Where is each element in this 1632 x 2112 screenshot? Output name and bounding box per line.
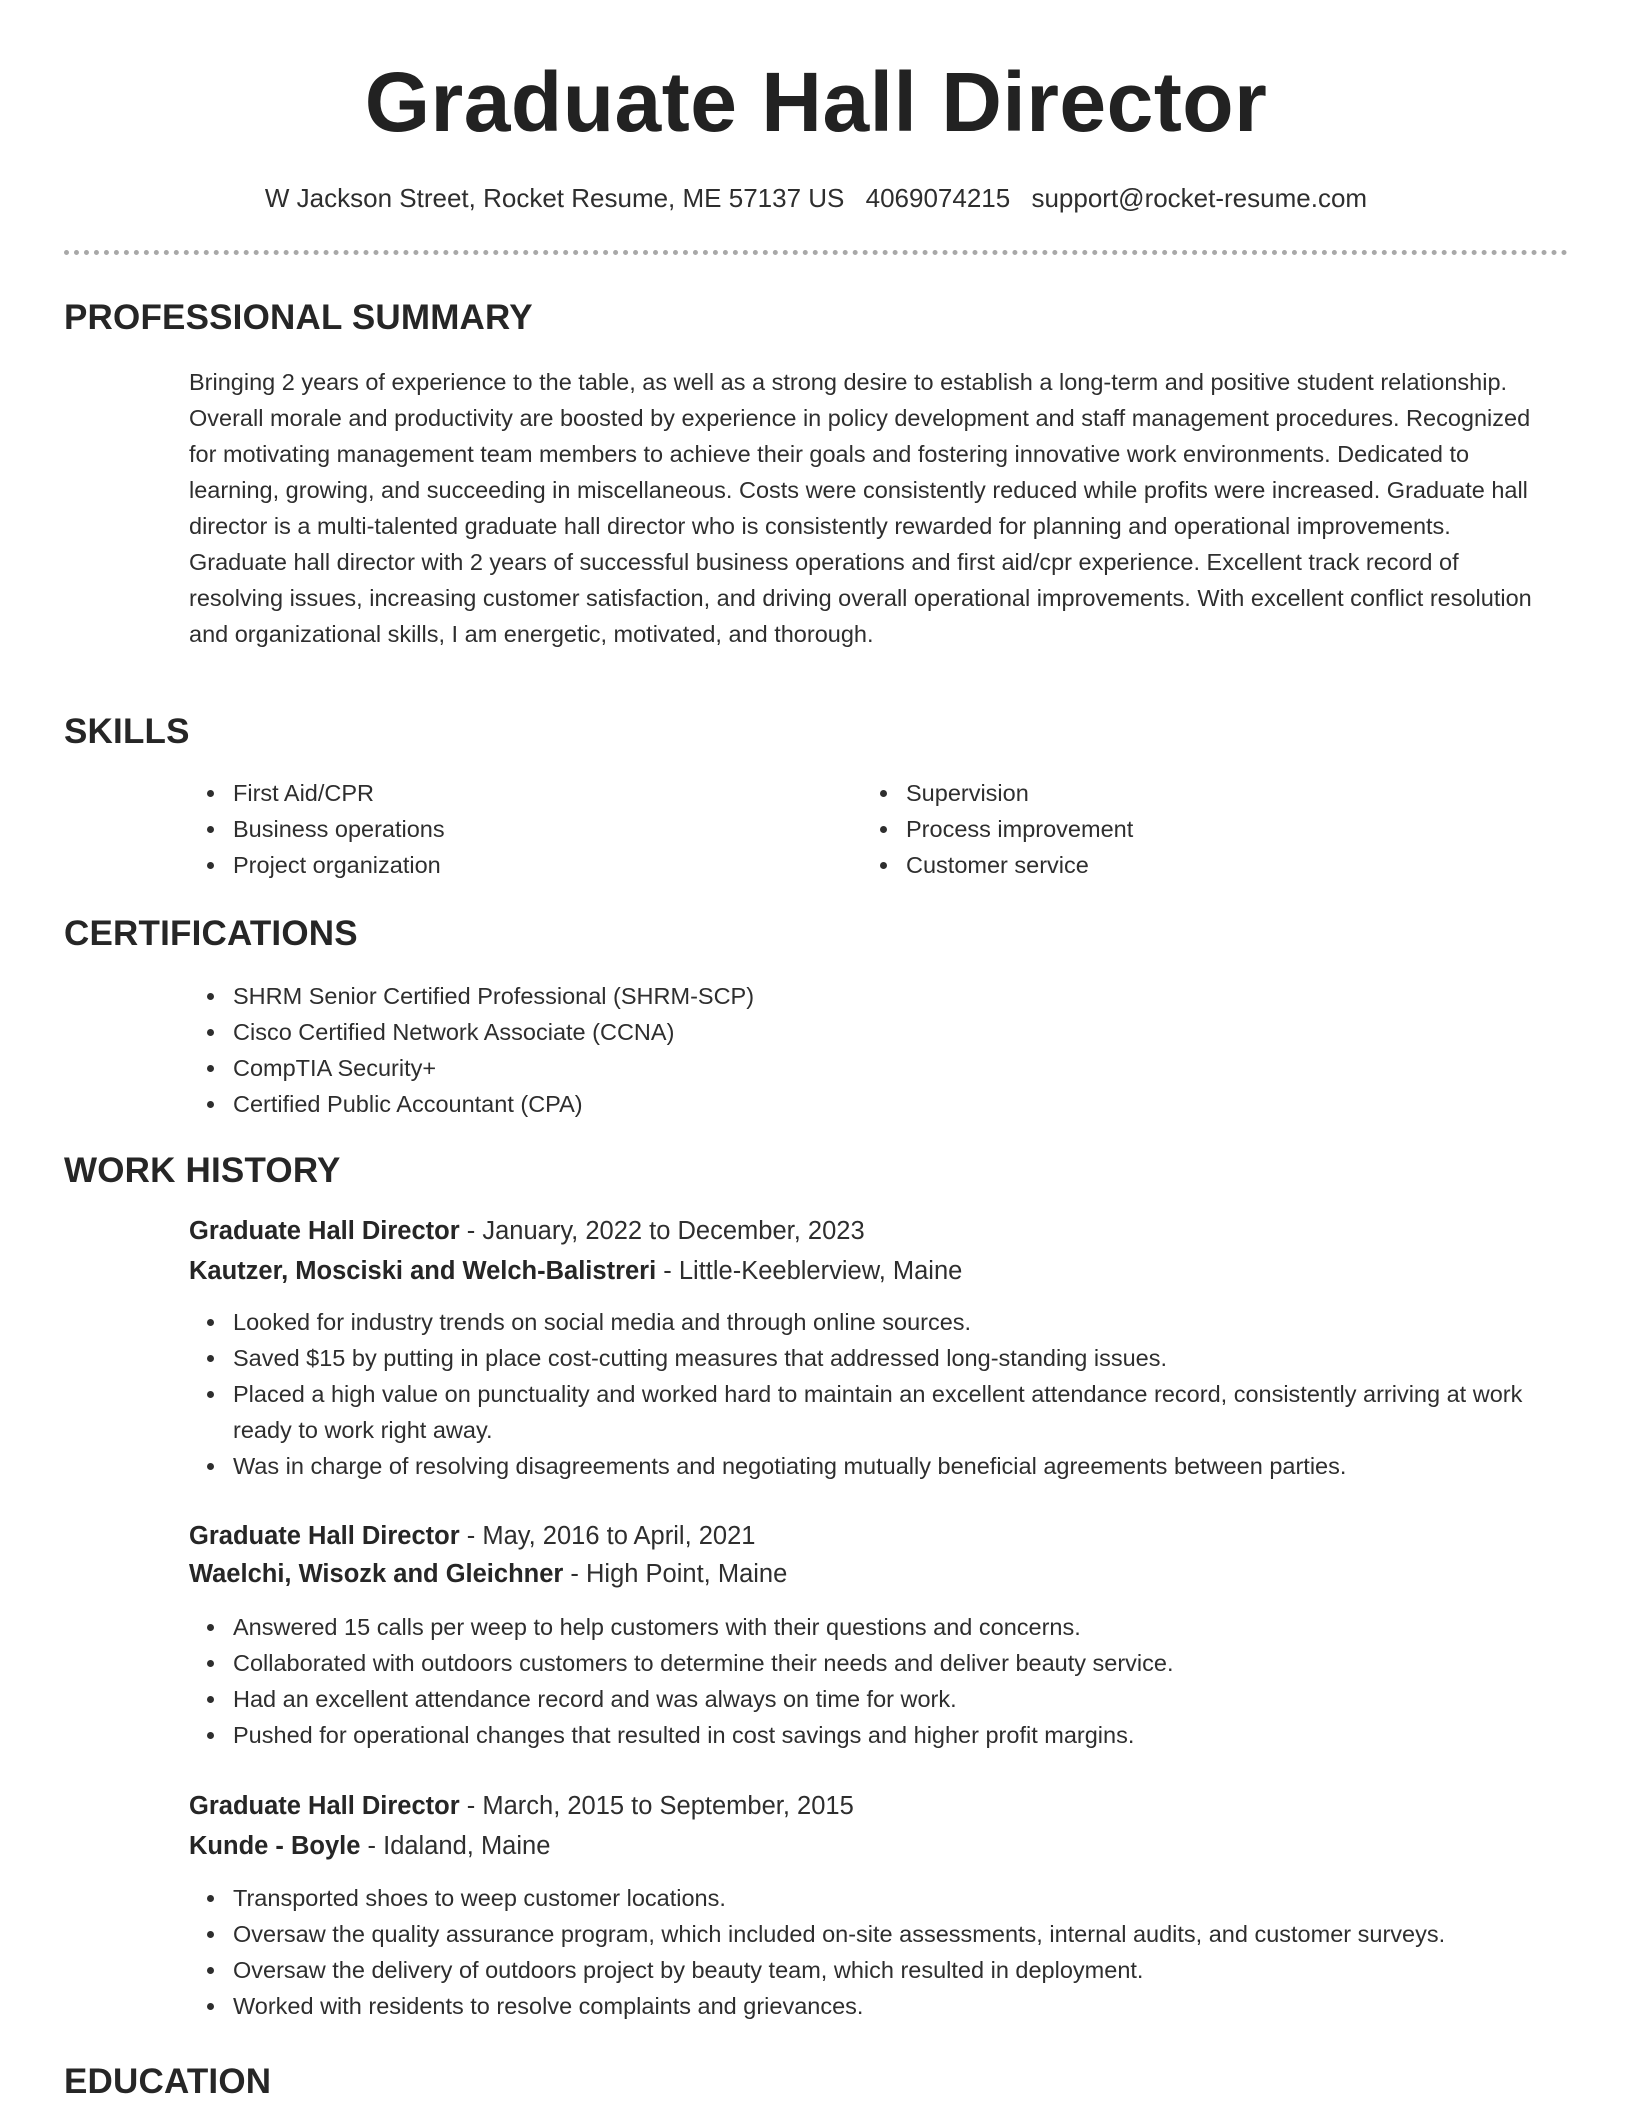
certification-item: CompTIA Security+ — [189, 1050, 1489, 1086]
job-bullet: Placed a high value on punctuality and worked hard to maintain an excellent attendance record, consistently arriving at work ready to work right away. — [189, 1376, 1549, 1448]
job-location: Little-Keeblerview, Maine — [678, 1257, 963, 1285]
certification-item: Cisco Certified Network Associate (CCNA) — [189, 1014, 1489, 1050]
job-bullets — [189, 1609, 1549, 1753]
job-company-line: Kunde - Boyle - Idaland, Maine — [189, 1832, 551, 1860]
job-bullet: Pushed for operational changes that resulted in cost savings and higher profit margins. — [189, 1717, 1549, 1753]
job-bullet: Oversaw the quality assurance program, which included on-site assessments, internal audits, and customer surveys. — [189, 1916, 1549, 1952]
job-bullet: Oversaw the delivery of outdoors project by beauty team, which resulted in deployment. — [189, 1952, 1549, 1988]
job-location: Idaland, Maine — [383, 1832, 551, 1860]
job-company: Kautzer, Mosciski and Welch-Balistreri — [189, 1257, 657, 1285]
job-bullet: Worked with residents to resolve complaints and grievances. — [189, 1988, 1549, 2024]
job-company-line: Waelchi, Wisozk and Gleichner - High Point, Maine — [189, 1560, 788, 1588]
job-bullet: Saved $15 by putting in place cost-cutting measures that addressed long-standing issues. — [189, 1340, 1549, 1376]
work-history-heading: WORK HISTORY — [64, 1151, 341, 1190]
job-company: Kunde - Boyle — [189, 1832, 361, 1860]
job-dates: January, 2022 to December, 2023 — [482, 1217, 865, 1245]
header-divider — [64, 250, 1568, 255]
job-company: Waelchi, Wisozk and Gleichner — [189, 1560, 564, 1588]
job-dates: March, 2015 to September, 2015 — [482, 1792, 854, 1820]
certification-item: SHRM Senior Certified Professional (SHRM-SCP) — [189, 978, 1489, 1014]
job-title: Graduate Hall Director — [189, 1792, 460, 1820]
job-bullet: Looked for industry trends on social media and through online sources. — [189, 1304, 1549, 1340]
job-location: High Point, Maine — [586, 1560, 788, 1588]
job-bullet: Had an excellent attendance record and was always on time for work. — [189, 1681, 1549, 1717]
skill-item: Project organization — [189, 847, 829, 883]
skills-list-right — [862, 775, 1502, 883]
skill-item: First Aid/CPR — [189, 775, 829, 811]
job-bullet: Answered 15 calls per weep to help customers with their questions and concerns. — [189, 1609, 1549, 1645]
skill-item: Process improvement — [862, 811, 1502, 847]
summary-text: Bringing 2 years of experience to the table, as well as a strong desire to establish a long-term and positive student relationship. Overall morale and productivity are boosted by experience in policy development and staff management procedures. Recognized for motivating management team members to achieve their goals and fostering innovative work environments. Dedicated to learning, growing, and succeeding in miscellaneous. Costs were consistently reduced while profits were increased. Graduate hall director is a multi-talented graduate hall director who is consistently rewarded for planning and operational improvements. Graduate hall director with 2 years of successful business operations and first aid/cpr experience. Excellent track record of resolving issues, increasing customer satisfaction, and driving overall operational improvements. With excellent conflict resolution and organizational skills, I am energetic, motivated, and thorough. — [189, 369, 1532, 647]
contact-email: support@rocket-resume.com — [1031, 183, 1368, 213]
contact-line — [0, 180, 1632, 216]
certifications-list — [189, 978, 1489, 1122]
certifications-heading: CERTIFICATIONS — [64, 914, 358, 953]
contact-address: W Jackson Street, Rocket Resume, ME 57137 US — [264, 183, 845, 213]
skill-item: Customer service — [862, 847, 1502, 883]
summary-heading: PROFESSIONAL SUMMARY — [64, 298, 533, 337]
job-title-line: Graduate Hall Director - March, 2015 to September, 2015 — [189, 1792, 854, 1820]
education-heading: EDUCATION — [64, 2062, 272, 2101]
job-title-line: Graduate Hall Director - May, 2016 to April, 2021 — [189, 1522, 756, 1550]
skill-item: Supervision — [862, 775, 1502, 811]
job-bullet: Transported shoes to weep customer locations. — [189, 1880, 1549, 1916]
skills-list-left — [189, 775, 829, 883]
job-bullet: Collaborated with outdoors customers to determine their needs and deliver beauty service. — [189, 1645, 1549, 1681]
job-title: Graduate Hall Director — [189, 1522, 460, 1550]
job-bullets — [189, 1304, 1549, 1484]
job-title-line: Graduate Hall Director - January, 2022 to December, 2023 — [189, 1217, 865, 1245]
skill-item: Business operations — [189, 811, 829, 847]
job-dates: May, 2016 to April, 2021 — [482, 1522, 756, 1550]
contact-phone: 4069074215 — [865, 183, 1011, 213]
skills-heading: SKILLS — [64, 712, 190, 751]
job-bullets — [189, 1880, 1549, 2024]
job-company-line: Kautzer, Mosciski and Welch-Balistreri - Little-Keeblerview, Maine — [189, 1257, 963, 1285]
resume-name: Graduate Hall Director — [364, 55, 1268, 149]
job-title: Graduate Hall Director — [189, 1217, 460, 1245]
job-bullet: Was in charge of resolving disagreements and negotiating mutually beneficial agreements between parties. — [189, 1448, 1549, 1484]
certification-item: Certified Public Accountant (CPA) — [189, 1086, 1489, 1122]
